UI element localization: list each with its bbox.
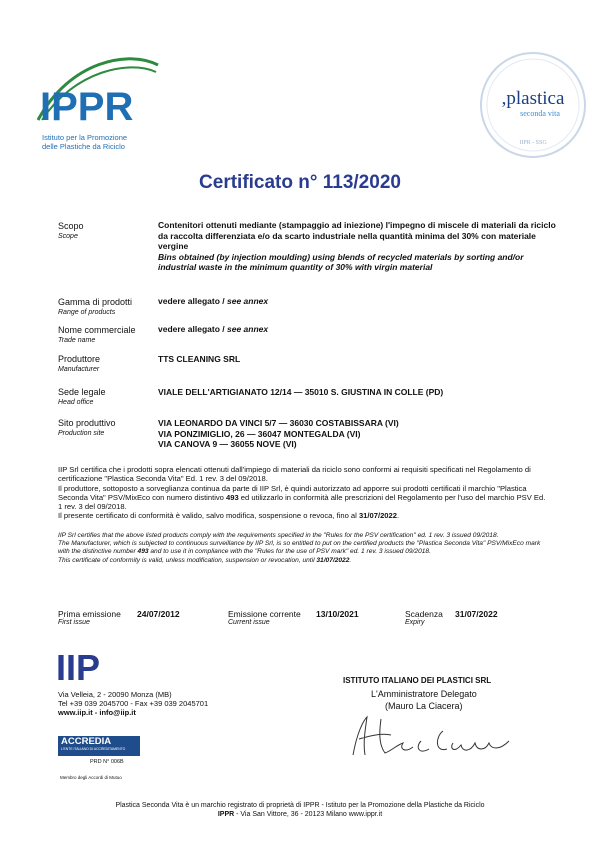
scope-label (58, 221, 84, 242)
trade-name-label-it: Nome commerciale (58, 325, 136, 335)
manufacturer-label-en: Manufacturer (58, 366, 100, 373)
head-office-label-en: Head office (58, 399, 94, 406)
head-office-label (58, 387, 106, 408)
footer (0, 801, 600, 819)
scope-value (158, 220, 558, 273)
issuer-address: Via Velleia, 2 - 20090 Monza (MB) (58, 690, 172, 699)
ippr-subtitle-line1: Istituto per la Promozione (42, 133, 128, 142)
first-issue-label-en: First issue (58, 619, 90, 626)
expiry (405, 609, 443, 626)
production-site-line: VIA PONZIMIGLIO, 26 — 36047 MONTEGALDA (VI) (158, 428, 361, 439)
svg-text:IPPR: IPPR (40, 85, 134, 129)
issuer-contact (58, 690, 208, 718)
distinctive-number: 493 (137, 548, 149, 556)
first-issue-label: Prima emissione (58, 609, 121, 619)
expiry-date: 31/07/2022 (455, 609, 498, 619)
statement-it-p1: IIP Srl certifica che i prodotti sopra elencati ottenuti dall'impiego di materiali da riciclo sono conformi ai requisiti specificati nel Regolamento di certificazione "Plastica Seconda Vita" Ed. 1 rev. 3 del 09/2018. (58, 465, 531, 484)
first-issue-date: 24/07/2012 (137, 609, 180, 619)
ippr-emblem-icon (30, 50, 170, 130)
statement-en-p3-text: . (349, 556, 352, 564)
range-label-it: Gamma di prodotti (58, 297, 133, 307)
certification-statement-en (58, 532, 550, 565)
production-site-line: VIA LEONARDO DA VINCI 5/7 — 36030 COSTABISSARA (VI) (158, 418, 399, 428)
iip-logo-icon (56, 650, 146, 688)
head-office-value: VIALE DELL'ARTIGIANATO 12/14 — 35010 S. GIUSTINA IN COLLE (PD) (158, 387, 444, 397)
range-label (58, 297, 132, 318)
statement-en-p3-text: This certificate of conformity is valid, unless modification, suspension or revocation, until (58, 556, 317, 564)
production-site-label-it: Sito produttivo (58, 418, 116, 428)
scope-label-it: Scopo (58, 221, 84, 231)
current-issue-label: Emissione corrente (228, 609, 301, 619)
statement-en-p2-text: The Manufacturer, which is subjected to continuous surveillance by IIP Srl, is so entitled to put on the certified products the "Plastica Seconda Vita" PSV/MixEco mark with the distinctive number (58, 540, 541, 556)
ippr-subtitle (42, 133, 127, 151)
trade-name-value-it: vedere allegato / (158, 324, 227, 334)
expiry-label: Scadenza (405, 609, 443, 619)
statement-en-p1: IIP Srl certifies that the above listed products comply with the requirements specified in the "Rules for the PSV certification" ed. 1 rev. 3 issued 09/2018. (58, 532, 499, 539)
iip-logo (56, 650, 146, 693)
svg-text:,plastica: ,plastica (501, 88, 565, 109)
issuer-web: www.iip.it - info@iip.it (58, 708, 136, 718)
expiry-label-en: Expiry (405, 619, 425, 626)
production-site-line: VIA CANOVA 9 — 36055 NOVE (VI) (158, 439, 297, 449)
statement-it-p3-text: . (396, 511, 400, 521)
ippr-subtitle-line2: delle Plastiche da Riciclo (42, 142, 125, 151)
trade-name-label-en: Trade name (58, 337, 96, 344)
statement-it-p2-text: Il produttore, sottoposto a sorveglianza continua da parte di IIP Srl, è quindi autorizzato ad apporre sui prodotti certificati il marchio "Plastica Seconda Vita" PSV/MixEco con numero distintivo (58, 483, 527, 502)
statement-en-p2 (58, 540, 550, 556)
production-site-value (158, 418, 399, 450)
certificate-title: Certificato n° 113/2020 (199, 172, 401, 193)
svg-text:IIP: IIP (56, 650, 101, 688)
accredia-badge (58, 736, 140, 756)
issuer-phone: Tel +39 039 2045700 - Fax +39 039 2045701 (58, 699, 209, 709)
manufacturer-value: TTS CLEANING SRL (158, 354, 241, 364)
statement-it-p3 (58, 511, 550, 520)
distinctive-number: 493 (226, 492, 239, 502)
accredia-word: ACCREDIA (61, 736, 112, 747)
statement-it-p2 (58, 484, 550, 512)
trade-name-value (158, 324, 268, 335)
accredia-note: Membro degli Accordi di Mutuo (60, 775, 122, 780)
signature-org: ISTITUTO ITALIANO DEI PLASTICI SRL (343, 676, 492, 685)
plastica-seal-icon (478, 50, 588, 160)
signature-name: (Mauro La Ciacera) (385, 701, 463, 711)
first-issue (58, 609, 121, 626)
production-site-label-en: Production site (58, 430, 105, 437)
statement-it-p2-text: ed utilizzarlo in conformità alle prescrizioni del Regolamento per l'uso del marchio PSV Ed. 1 rev. 3 del 09/2018. (58, 492, 546, 512)
trade-name-value-en: see annex (226, 324, 269, 334)
scope-text-it: Contenitori ottenuti mediante (stampaggio ad iniezione) l'impegno di miscele di materiali da riciclo da raccolta differenziata e/o da scarto industriale nella quantità minima del 30% con materiale vergine (158, 220, 556, 251)
accredia-code: PRD N° 006B (90, 759, 124, 765)
footer-ippr: IPPR (217, 811, 235, 818)
range-label-en: Range of products (58, 309, 116, 316)
validity-date: 31/07/2022 (358, 511, 397, 521)
scope-label-en: Scope (58, 233, 78, 240)
svg-text:seconda vita: seconda vita (520, 109, 560, 118)
ippr-logo (30, 50, 170, 151)
validity-date: 31/07/2022 (316, 556, 350, 564)
statement-it-p3-text: Il presente certificato di conformità è valido, salvo modifica, sospensione o revoca, fino al (58, 511, 359, 521)
manufacturer-label (58, 354, 100, 375)
statement-en-p2-text: and to use it in compliance with the "Rules for the use of PSV mark" ed. 1 rev. 3 issued 09/2018. (148, 548, 431, 556)
footer-line1: Plastica Seconda Vita è un marchio registrato di proprietà di IPPR - Istituto per la Promozione della Plastiche da Riciclo (115, 802, 485, 809)
svg-text:IIPR - SSG: IIPR - SSG (519, 140, 547, 146)
range-value-en: see annex (226, 296, 269, 306)
signature-role: L'Amministratore Delegato (371, 689, 477, 699)
signature-block (343, 676, 543, 758)
footer-line2 (0, 810, 600, 819)
accredia-sub: L'ENTE ITALIANO DI ACCREDITAMENTO (61, 747, 126, 751)
range-value-it: vedere allegato / (158, 296, 227, 306)
range-value (158, 296, 268, 307)
statement-en-p3 (58, 557, 550, 565)
trade-name-label (58, 325, 136, 346)
head-office-label-it: Sede legale (58, 387, 106, 397)
certification-statement-it (58, 465, 550, 521)
plastica-seconda-vita-logo (478, 50, 588, 160)
accredia-logo (58, 736, 140, 780)
current-issue-date: 13/10/2021 (316, 609, 359, 619)
current-issue-label-en: Current issue (228, 619, 270, 626)
current-issue (228, 609, 301, 626)
manufacturer-label-it: Produttore (58, 354, 101, 364)
production-site-label (58, 418, 116, 439)
footer-address: - Via San Vittore, 36 - 20123 Milano www.ippr.it (234, 811, 383, 818)
scope-text-en: Bins obtained (by injection moulding) using blends of recycled materials by sorting and/or industrial waste in the minimum quantity of 30% with virgin material (158, 251, 524, 272)
handwritten-signature-icon (343, 713, 523, 758)
